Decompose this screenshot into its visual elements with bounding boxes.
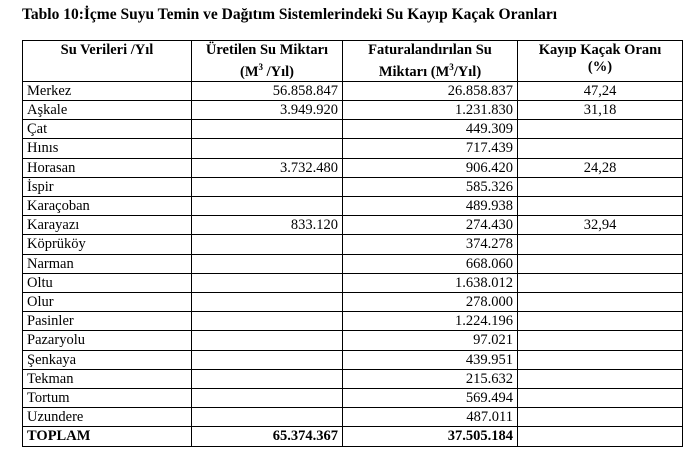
cell-district-name: Karayazı [23,216,192,235]
cell-loss-rate [518,120,683,139]
cell-district-name: Uzundere [23,408,192,427]
table-row [23,293,683,312]
table-row [23,235,683,254]
cell-produced-water [192,350,343,369]
table-title: Tablo 10:İçme Suyu Temin ve Dağıtım Sistemlerindeki Su Kayıp Kaçak Oranları [22,6,558,23]
cell-district-name: TOPLAM [23,427,192,446]
cell-billed-water: 26.858.837 [343,81,518,100]
cell-produced-water [192,235,343,254]
cell-loss-rate [518,427,683,446]
cell-district-name: İspir [23,177,192,196]
table-row [23,177,683,196]
cell-district-name: Merkez [23,81,192,100]
cell-billed-water: 717.439 [343,139,518,158]
cell-produced-water: 3.949.920 [192,101,343,120]
cell-district-name: Pasinler [23,312,192,331]
table-row [23,369,683,388]
table-header-row [23,41,683,82]
cell-produced-water [192,312,343,331]
cell-loss-rate [518,139,683,158]
cell-produced-water [192,369,343,388]
table-row [23,312,683,331]
header-loss-rate: Kayıp Kaçak Oranı (%) [518,41,683,82]
table-row [23,158,683,177]
cell-billed-water: 585.326 [343,177,518,196]
cell-loss-rate [518,350,683,369]
cell-district-name: Olur [23,293,192,312]
cell-district-name: Tekman [23,369,192,388]
cell-billed-water: 668.060 [343,254,518,273]
cell-billed-water: 215.632 [343,369,518,388]
cell-loss-rate [518,389,683,408]
header-produced-water: Üretilen Su Miktarı ($M^3$ /Yıl) [192,41,343,82]
cell-produced-water: 3.732.480 [192,158,343,177]
cell-produced-water: 56.858.847 [192,81,343,100]
cell-billed-water: 97.021 [343,331,518,350]
cell-produced-water [192,293,343,312]
header-water-data-year: Su Verileri /Yıl [23,41,192,82]
cell-district-name: Köprüköy [23,235,192,254]
table-row [23,197,683,216]
cell-produced-water [192,331,343,350]
cell-district-name: Çat [23,120,192,139]
cell-billed-water: 278.000 [343,293,518,312]
cell-billed-water: 439.951 [343,350,518,369]
cell-loss-rate: 32,94 [518,216,683,235]
cell-produced-water [192,139,343,158]
table-row [23,273,683,292]
cell-loss-rate: 31,18 [518,101,683,120]
cell-billed-water: 449.309 [343,120,518,139]
cell-loss-rate [518,408,683,427]
water-loss-table [22,40,683,447]
cell-loss-rate [518,177,683,196]
cell-loss-rate: 47,24 [518,81,683,100]
cell-loss-rate: 24,28 [518,158,683,177]
table-row [23,216,683,235]
table-row [23,254,683,273]
cell-produced-water [192,120,343,139]
cell-billed-water: 487.011 [343,408,518,427]
cell-district-name: Horasan [23,158,192,177]
cell-produced-water [192,177,343,196]
cell-district-name: Şenkaya [23,350,192,369]
cell-loss-rate [518,312,683,331]
cell-produced-water: 833.120 [192,216,343,235]
cell-billed-water: 569.494 [343,389,518,408]
cell-district-name: Pazaryolu [23,331,192,350]
cell-billed-water: 906.420 [343,158,518,177]
cell-district-name: Aşkale [23,101,192,120]
cell-billed-water: 374.278 [343,235,518,254]
cell-billed-water: 489.938 [343,197,518,216]
cell-produced-water [192,197,343,216]
cell-loss-rate [518,331,683,350]
cell-loss-rate [518,254,683,273]
header-billed-water: Faturalandırılan Su Miktarı $(M^3/Yıl)$ [343,41,518,82]
table-row [23,101,683,120]
cell-produced-water [192,273,343,292]
cell-district-name: Karaçoban [23,197,192,216]
table-row [23,120,683,139]
cell-billed-water: 274.430 [343,216,518,235]
cell-produced-water: 65.374.367 [192,427,343,446]
cell-billed-water: 1.231.830 [343,101,518,120]
cell-produced-water [192,408,343,427]
table-row [23,389,683,408]
table-row [23,408,683,427]
cell-billed-water: 37.505.184 [343,427,518,446]
cell-district-name: Tortum [23,389,192,408]
cell-billed-water: 1.638.012 [343,273,518,292]
cell-loss-rate [518,235,683,254]
table-row [23,331,683,350]
cell-loss-rate [518,293,683,312]
cell-district-name: Narman [23,254,192,273]
table-row [23,350,683,369]
cell-loss-rate [518,197,683,216]
cell-district-name: Oltu [23,273,192,292]
table-row [23,81,683,100]
table-row [23,139,683,158]
cell-district-name: Hınıs [23,139,192,158]
cell-produced-water [192,254,343,273]
cell-loss-rate [518,369,683,388]
cell-produced-water [192,389,343,408]
cell-billed-water: 1.224.196 [343,312,518,331]
table-total-row [23,427,683,446]
cell-loss-rate [518,273,683,292]
